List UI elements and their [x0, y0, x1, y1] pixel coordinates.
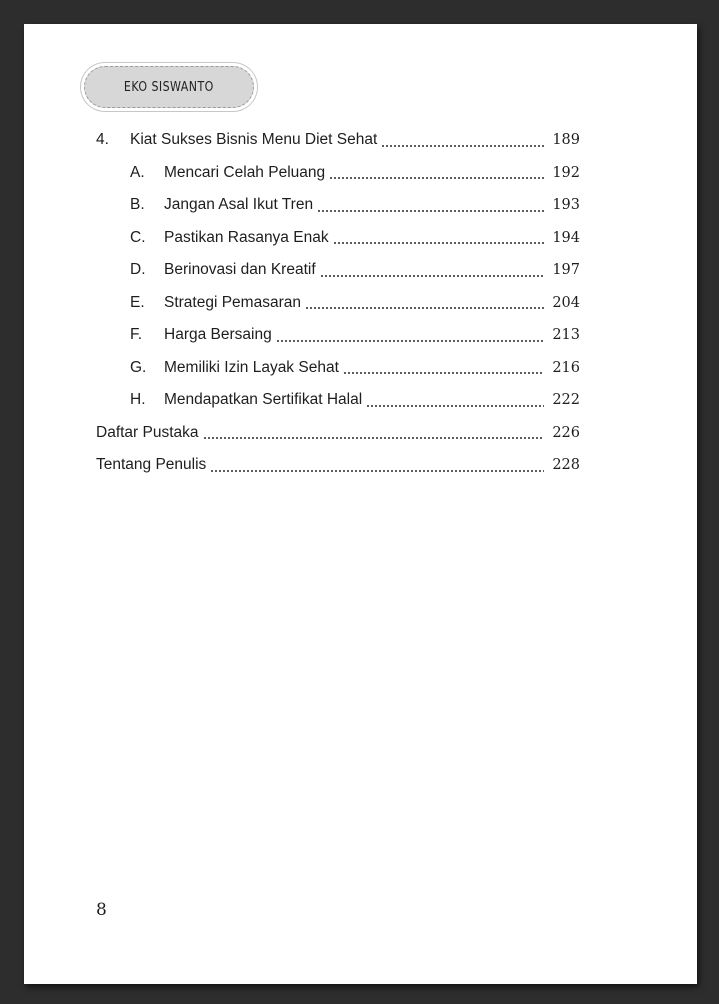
table-of-contents	[96, 124, 580, 482]
toc-entry-title: Daftar Pustaka	[96, 423, 199, 441]
toc-entry-number: F.	[130, 326, 143, 344]
document-page	[24, 24, 697, 984]
toc-entry-title: Kiat Sukses Bisnis Menu Diet Sehat	[130, 131, 378, 149]
toc-entry-page: 222	[552, 392, 580, 409]
dot-leader	[203, 425, 544, 441]
author-name: EKO SISWANTO	[124, 79, 214, 95]
toc-entry-page: 197	[552, 262, 580, 279]
dot-leader	[366, 393, 544, 409]
toc-entry-section-c[interactable]	[96, 222, 580, 255]
toc-entry-title: Strategi Pemasaran	[164, 293, 301, 311]
toc-entry-number: E.	[130, 293, 145, 311]
toc-entry-page: 226	[552, 424, 580, 441]
toc-entry-daftar-pustaka[interactable]	[96, 417, 580, 450]
dot-leader	[329, 165, 544, 181]
toc-entry-number: A.	[130, 163, 145, 181]
toc-entry-page: 194	[552, 229, 580, 246]
toc-entry-title: Tentang Penulis	[96, 456, 207, 474]
author-badge	[84, 66, 254, 108]
toc-entry-title: Harga Bersaing	[164, 326, 272, 344]
toc-entry-section-f[interactable]	[96, 319, 580, 352]
toc-entry-title: Berinovasi dan Kreatif	[164, 261, 316, 279]
page-number: 8	[96, 900, 107, 920]
toc-entry-section-e[interactable]	[96, 287, 580, 320]
dot-leader	[320, 263, 544, 279]
dot-leader	[210, 458, 544, 474]
toc-entry-number: C.	[130, 228, 146, 246]
toc-entry-tentang-penulis[interactable]	[96, 449, 580, 482]
toc-entry-title: Memiliki Izin Layak Sehat	[164, 358, 339, 376]
toc-entry-number: 4.	[96, 131, 109, 149]
dot-leader	[333, 230, 544, 246]
dot-leader	[317, 198, 544, 214]
toc-entry-section-d[interactable]	[96, 254, 580, 287]
toc-entry-chapter-4[interactable]	[96, 124, 580, 157]
dot-leader	[343, 360, 544, 376]
toc-entry-number: H.	[130, 391, 146, 409]
dot-leader	[276, 328, 544, 344]
toc-entry-section-g[interactable]	[96, 352, 580, 385]
toc-entry-number: G.	[130, 358, 147, 376]
toc-entry-page: 216	[552, 359, 580, 376]
toc-entry-page: 204	[552, 294, 580, 311]
dot-leader	[305, 295, 544, 311]
dot-leader	[381, 133, 544, 149]
toc-entry-page: 228	[552, 457, 580, 474]
toc-entry-page: 192	[552, 164, 580, 181]
toc-entry-title: Mendapatkan Sertifikat Halal	[164, 391, 363, 409]
toc-entry-page: 213	[552, 327, 580, 344]
toc-entry-number: D.	[130, 261, 146, 279]
toc-entry-page: 189	[552, 132, 580, 149]
toc-entry-title: Mencari Celah Peluang	[164, 163, 326, 181]
toc-entry-section-a[interactable]	[96, 157, 580, 190]
toc-entry-title: Jangan Asal Ikut Tren	[164, 196, 314, 214]
toc-entry-section-h[interactable]	[96, 384, 580, 417]
toc-entry-section-b[interactable]	[96, 189, 580, 222]
toc-entry-page: 193	[552, 197, 580, 214]
toc-entry-number: B.	[130, 196, 145, 214]
toc-entry-title: Pastikan Rasanya Enak	[164, 228, 329, 246]
